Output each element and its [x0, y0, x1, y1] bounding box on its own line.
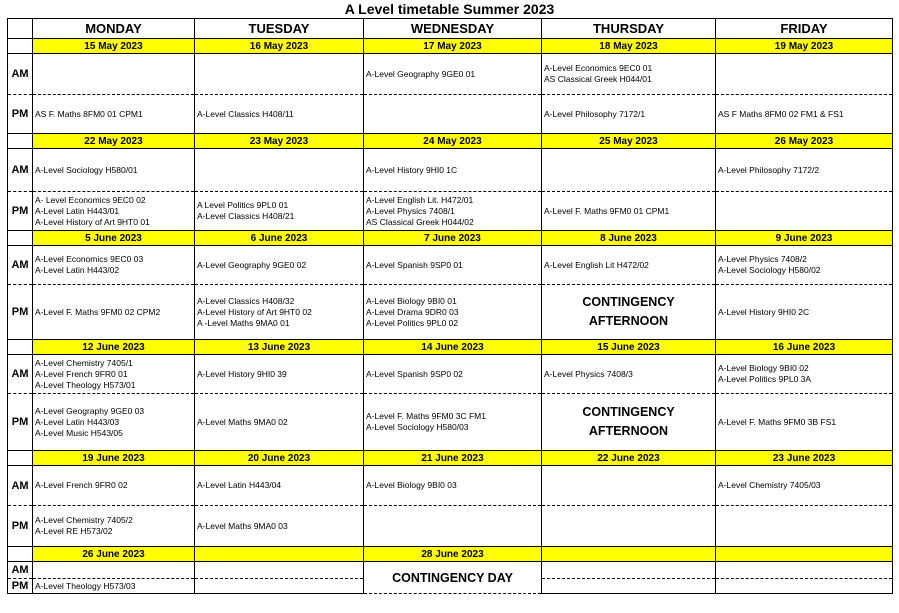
exam-entry: A-Level Latin H443/02 [35, 265, 120, 275]
page-title: A Level timetable Summer 2023 [344, 1, 555, 17]
exam-cell [542, 355, 716, 394]
exam-cell [33, 355, 195, 394]
exam-cell [33, 562, 195, 579]
date-cell: 15 June 2023 [542, 340, 716, 355]
date-cell: 12 June 2023 [33, 340, 195, 355]
exam-entry: AS Classical Greek H044/02 [366, 216, 474, 227]
exam-cell [364, 466, 542, 506]
exam-entry: A-Level Theology H573/01 [35, 379, 136, 390]
exam-cell [364, 192, 542, 231]
exam-entry: A-Level Biology 9BI0 02 [718, 363, 809, 373]
exam-cell [364, 246, 542, 285]
exam-entry: A-Level History of Art 9HT0 02 [197, 306, 312, 317]
pm-row [8, 285, 893, 340]
date-cell: 18 May 2023 [542, 39, 716, 54]
exam-entry: A-Level Drama 9DR0 03 [366, 306, 459, 317]
exam-cell [195, 466, 364, 506]
exam-cell [364, 506, 542, 547]
exam-entry: A-Level History of Art 9HT0 01 [35, 216, 150, 227]
exam-cell [195, 355, 364, 394]
exam-cell [195, 95, 364, 134]
exam-entry: A-Level F. Maths 9FM0 3B FS1 [718, 416, 837, 427]
date-cell: 16 June 2023 [716, 340, 893, 355]
contingency-text: CONTINGENCY [582, 405, 675, 419]
exam-entry: A-Level Music H543/05 [35, 427, 123, 438]
exam-entry: A-Level Maths 9MA0 02 [197, 416, 288, 427]
exam-entry: A-Level English Lit H472/02 [544, 259, 649, 270]
day-header-wednesday: WEDNESDAY [364, 19, 542, 39]
exam-cell [195, 149, 364, 192]
exam-cell [195, 54, 364, 95]
exam-cell [716, 506, 893, 547]
exam-cell [542, 95, 716, 134]
exam-cell [33, 285, 195, 340]
am-label: AM [8, 246, 33, 285]
exam-entry: AS F Maths 8FM0 02 FM1 & FS1 [718, 108, 844, 119]
date-cell [716, 547, 893, 562]
exam-entry: A-Level Biology 9BI0 03 [366, 480, 457, 490]
date-cell [542, 547, 716, 562]
exam-cell [364, 394, 542, 451]
pm-row [8, 394, 893, 451]
pm-label: PM [8, 192, 33, 231]
exam-cell [716, 466, 893, 506]
exam-entry: A-Level RE H573/02 [35, 526, 113, 536]
exam-entry: A-Level Spanish 9SP0 02 [366, 368, 463, 379]
date-cell: 21 June 2023 [364, 451, 542, 466]
exam-cell [195, 506, 364, 547]
date-row [8, 547, 893, 562]
date-row-spacer [8, 451, 33, 466]
exam-cell [716, 54, 893, 95]
exam-entry: A -Level Maths 9MA0 01 [197, 317, 290, 328]
exam-entry: A-Level Physics 7408/2 [718, 254, 807, 264]
am-row [8, 355, 893, 394]
date-cell: 19 June 2023 [33, 451, 195, 466]
contingency-text: CONTINGENCY [582, 295, 675, 309]
date-cell: 22 June 2023 [542, 451, 716, 466]
exam-cell [542, 192, 716, 231]
exam-entry: A-Level Sociology H580/03 [366, 422, 469, 432]
exam-entry: A-Level Latin H443/03 [35, 416, 120, 427]
am-label: AM [8, 149, 33, 192]
exam-cell [195, 285, 364, 340]
contingency-text: AFTERNOON [588, 424, 669, 438]
exam-cell [716, 394, 893, 451]
exam-entry: A-Level Physics 7408/1 [366, 205, 455, 216]
exam-cell [195, 246, 364, 285]
exam-cell [716, 562, 893, 579]
exam-cell [33, 246, 195, 285]
am-label: AM [8, 466, 33, 506]
exam-entry: AS Classical Greek H044/01 [544, 74, 652, 84]
date-row-spacer [8, 134, 33, 149]
exam-cell [364, 355, 542, 394]
exam-entry: A-Level Philosophy 7172/2 [718, 164, 820, 175]
contingency-day-cell [364, 562, 542, 594]
exam-cell [364, 54, 542, 95]
exam-cell [364, 149, 542, 192]
exam-cell [542, 579, 716, 594]
exam-entry: A-Level Latin H443/01 [35, 205, 120, 216]
exam-entry: A-Level Physics 7408/3 [544, 368, 633, 379]
exam-entry: A-Level Geography 9GE0 02 [197, 259, 307, 270]
am-row [8, 54, 893, 95]
day-header-friday: FRIDAY [716, 19, 893, 39]
date-cell: 16 May 2023 [195, 39, 364, 54]
exam-cell [33, 54, 195, 95]
day-header-thursday: THURSDAY [542, 19, 716, 39]
exam-cell [716, 285, 893, 340]
exam-entry: A-Level Chemistry 7405/03 [718, 480, 821, 490]
exam-entry: A Level Politics 9PL0 01 [197, 200, 289, 210]
am-row [8, 246, 893, 285]
exam-cell [364, 285, 542, 340]
date-row-spacer [8, 547, 33, 562]
exam-cell [33, 506, 195, 547]
date-cell: 28 June 2023 [364, 547, 542, 562]
exam-entry: A-Level History 9HI0 2C [718, 306, 810, 317]
corner-cell [8, 19, 33, 39]
exam-cell [542, 466, 716, 506]
exam-entry: A-Level Latin H443/04 [197, 480, 282, 490]
pm-label: PM [8, 394, 33, 451]
exam-entry: A-Level French 9FR0 01 [35, 368, 128, 379]
exam-cell [716, 149, 893, 192]
contingency-cell [542, 394, 716, 451]
exam-cell [33, 95, 195, 134]
exam-entry: A-Level Chemistry 7405/2 [35, 515, 133, 525]
date-cell: 24 May 2023 [364, 134, 542, 149]
exam-cell [195, 562, 364, 579]
contingency-cell [542, 285, 716, 340]
date-cell: 7 June 2023 [364, 231, 542, 246]
exam-entry: A-Level Sociology H580/02 [718, 265, 821, 275]
exam-cell [195, 192, 364, 231]
exam-cell [542, 506, 716, 547]
exam-entry: A-Level Maths 9MA0 03 [197, 520, 288, 531]
exam-entry: AS F. Maths 8FM0 01 CPM1 [35, 108, 143, 119]
exam-cell [716, 246, 893, 285]
exam-entry: A-Level Classics H408/21 [197, 211, 295, 221]
exam-cell [716, 95, 893, 134]
exam-entry: A-Level Politics 9PL0 02 [366, 317, 459, 328]
exam-cell [195, 579, 364, 594]
pm-row [8, 506, 893, 547]
exam-cell [542, 562, 716, 579]
exam-cell [542, 246, 716, 285]
exam-entry: A-Level History 9HI0 1C [366, 164, 458, 175]
pm-row [8, 95, 893, 134]
date-cell: 8 June 2023 [542, 231, 716, 246]
date-cell: 6 June 2023 [195, 231, 364, 246]
date-cell: 13 June 2023 [195, 340, 364, 355]
date-row [8, 39, 893, 54]
date-row [8, 451, 893, 466]
exam-entry: A-Level Politics 9PL0 3A [718, 374, 812, 384]
exam-cell [716, 355, 893, 394]
am-label: AM [8, 355, 33, 394]
date-cell: 26 June 2023 [33, 547, 195, 562]
exam-entry: A-Level History 9HI0 39 [197, 368, 287, 379]
exam-cell [33, 466, 195, 506]
exam-cell [33, 149, 195, 192]
exam-cell [716, 579, 893, 594]
am-row [8, 562, 893, 579]
am-label: AM [8, 54, 33, 95]
timetable [7, 18, 893, 594]
exam-cell [716, 192, 893, 231]
exam-entry: A-Level Economics 9EC0 01 [544, 63, 653, 73]
exam-entry: A- Level Economics 9EC0 02 [35, 194, 146, 205]
exam-entry: A-Level Classics H408/32 [197, 295, 295, 306]
pm-label: PM [8, 579, 33, 594]
exam-entry: A-Level Theology H573/03 [35, 580, 136, 591]
date-cell: 25 May 2023 [542, 134, 716, 149]
exam-entry: A-Level F. Maths 9FM0 3C FM1 [366, 411, 486, 421]
date-cell: 23 May 2023 [195, 134, 364, 149]
date-row [8, 231, 893, 246]
pm-label: PM [8, 95, 33, 134]
exam-entry: A-Level Geography 9GE0 03 [35, 405, 145, 416]
contingency-text: CONTINGENCY DAY [392, 570, 513, 585]
exam-cell [33, 579, 195, 594]
exam-entry: A-Level Biology 9BI0 01 [366, 295, 457, 306]
date-cell: 14 June 2023 [364, 340, 542, 355]
date-cell: 26 May 2023 [716, 134, 893, 149]
date-row [8, 134, 893, 149]
am-label: AM [8, 562, 33, 579]
contingency-text: AFTERNOON [588, 314, 669, 328]
day-header-tuesday: TUESDAY [195, 19, 364, 39]
exam-cell [542, 149, 716, 192]
exam-cell [364, 95, 542, 134]
exam-entry: A-Level Economics 9EC0 03 [35, 254, 144, 264]
date-row-spacer [8, 340, 33, 355]
exam-cell [33, 394, 195, 451]
date-cell [195, 547, 364, 562]
date-row [8, 340, 893, 355]
date-cell: 9 June 2023 [716, 231, 893, 246]
exam-entry: A-Level English Lit. H472/01 [366, 194, 474, 205]
date-cell: 17 May 2023 [364, 39, 542, 54]
am-row [8, 466, 893, 506]
exam-entry: A-Level F. Maths 9FM0 01 CPM1 [544, 205, 670, 216]
pm-label: PM [8, 285, 33, 340]
exam-entry: A-Level Philosophy 7172/1 [544, 108, 646, 119]
exam-entry: A-Level Sociology H580/01 [35, 164, 138, 175]
exam-cell [542, 54, 716, 95]
date-row-spacer [8, 231, 33, 246]
date-row-spacer [8, 39, 33, 54]
date-cell: 19 May 2023 [716, 39, 893, 54]
pm-label: PM [8, 506, 33, 547]
day-header-row [8, 19, 893, 39]
exam-cell [33, 192, 195, 231]
am-row [8, 149, 893, 192]
exam-cell [195, 394, 364, 451]
date-cell: 20 June 2023 [195, 451, 364, 466]
date-cell: 22 May 2023 [33, 134, 195, 149]
exam-entry: A-Level Spanish 9SP0 01 [366, 259, 463, 270]
pm-row [8, 192, 893, 231]
exam-entry: A-Level Classics H408/11 [197, 108, 294, 119]
exam-entry: A-Level Chemistry 7405/1 [35, 357, 133, 368]
date-cell: 15 May 2023 [33, 39, 195, 54]
date-cell: 23 June 2023 [716, 451, 893, 466]
exam-entry: A-Level Geography 9GE0 01 [366, 68, 476, 79]
exam-entry: A-Level F. Maths 9FM0 02 CPM2 [35, 306, 161, 317]
day-header-monday: MONDAY [33, 19, 195, 39]
date-cell: 5 June 2023 [33, 231, 195, 246]
exam-entry: A-Level French 9FR0 02 [35, 480, 128, 490]
